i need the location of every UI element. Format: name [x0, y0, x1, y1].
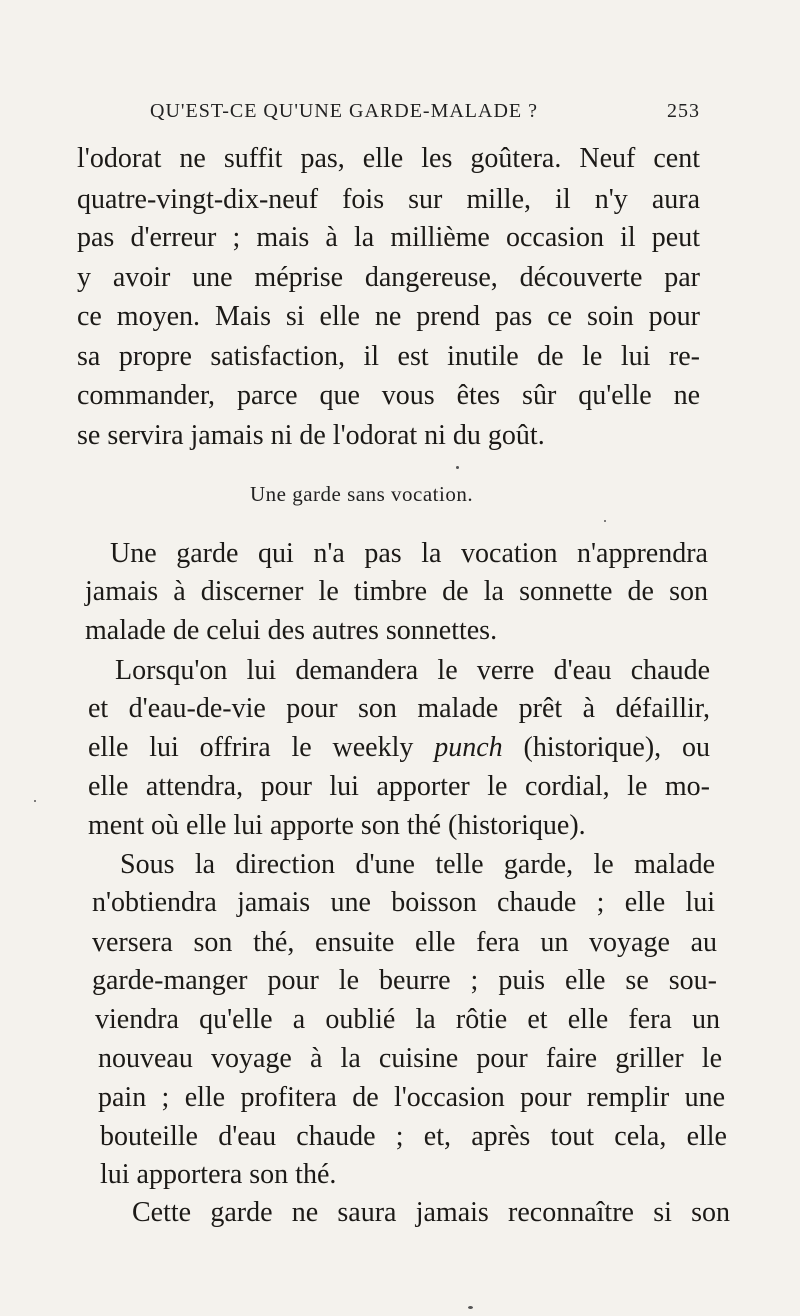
text-line: elle attendra, pour lui apporter le cordial, le mo-	[88, 771, 710, 802]
page-number: 253	[667, 100, 700, 122]
text-line: nouveau voyage à la cuisine pour faire griller le	[98, 1043, 722, 1074]
text-segment: (historique), ou	[502, 732, 710, 763]
text-line: Une garde qui n'a pas la vocation n'apprendra	[110, 538, 708, 569]
text-line: ment où elle lui apporte son thé (historique).	[88, 810, 586, 841]
text-line: jamais à discerner le timbre de la sonnette de son	[85, 576, 708, 607]
page-header	[150, 100, 700, 123]
text-line: malade de celui des autres sonnettes.	[85, 615, 498, 646]
text-line: viendra qu'elle a oublié la rôtie et elle fera un	[95, 1004, 720, 1035]
text-line: commander, parce que vous êtes sûr qu'elle ne	[77, 380, 700, 411]
text-line: Lorsqu'on lui demandera le verre d'eau chaude	[115, 655, 710, 686]
ink-speck	[456, 466, 459, 469]
text-line: pain ; elle profitera de l'occasion pour remplir une	[98, 1082, 725, 1113]
text-line: et d'eau-de-vie pour son malade prêt à défaillir,	[88, 693, 710, 724]
text-line: ce moyen. Mais si elle ne prend pas ce soin pour	[77, 301, 700, 332]
text-line: se servira jamais ni de l'odorat ni du goût.	[77, 420, 545, 451]
ink-speck	[34, 800, 36, 802]
text-line: n'obtiendra jamais une boisson chaude ; elle lui	[92, 887, 715, 918]
text-line: sa propre satisfaction, il est inutile de le lui re-	[77, 341, 700, 372]
text-line: pas d'erreur ; mais à la millième occasion il peut	[77, 222, 700, 253]
text-line: versera son thé, ensuite elle fera un voyage au	[92, 927, 717, 958]
text-line: Cette garde ne saura jamais reconnaître si son	[132, 1197, 730, 1228]
text-line: y avoir une méprise dangereuse, découverte par	[77, 262, 700, 293]
italic-word: punch	[434, 732, 503, 763]
text-line	[88, 729, 710, 767]
section-title: Une garde sans vocation.	[250, 482, 474, 506]
text-line: Sous la direction d'une telle garde, le malade	[120, 849, 715, 880]
text-line: l'odorat ne suffit pas, elle les goûtera. Neuf cent	[77, 143, 700, 174]
ink-speck	[468, 1306, 473, 1309]
text-segment: elle lui offrira le weekly	[88, 732, 435, 763]
ink-speck	[604, 520, 606, 522]
text-line: garde-manger pour le beurre ; puis elle se sou-	[92, 965, 717, 996]
text-line: lui apportera son thé.	[100, 1159, 337, 1190]
text-line: quatre-vingt-dix-neuf fois sur mille, il n'y aura	[77, 184, 700, 215]
running-title: QU'EST-CE QU'UNE GARDE-MALADE ?	[150, 100, 538, 122]
text-line: bouteille d'eau chaude ; et, après tout cela, elle	[100, 1121, 727, 1152]
